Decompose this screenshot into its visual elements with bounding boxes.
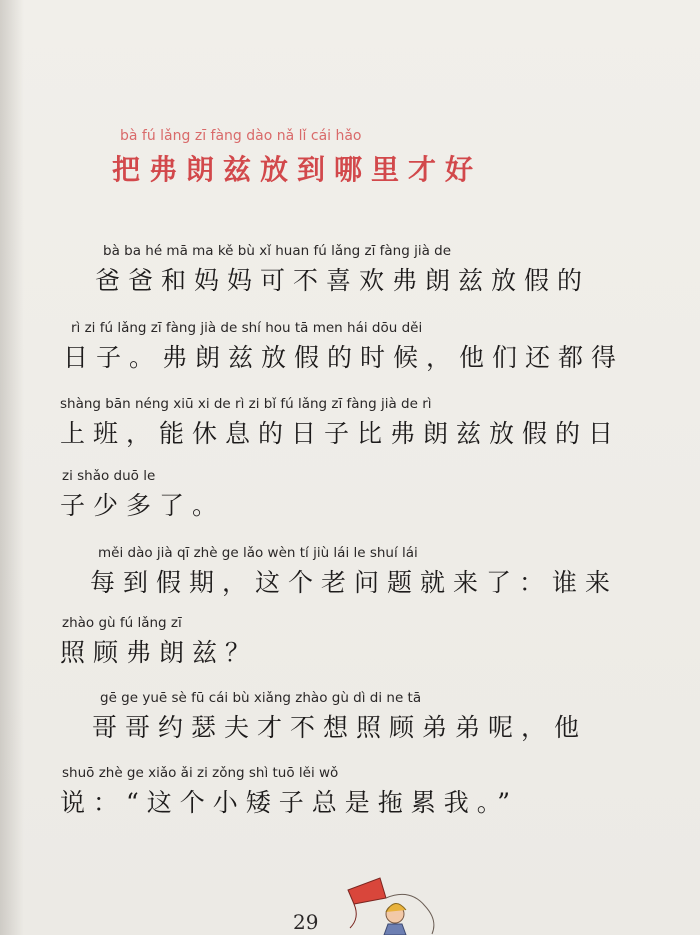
line-pinyin: gē ge yuē sè fū cái bù xiǎng zhào gù dì di ne tā [100,690,422,706]
text-line [90,545,619,597]
line-text: 爸爸和妈妈可不喜欢弗朗兹放假的 [95,266,591,295]
line-text: 子少多了。 [60,491,226,520]
line-text: 照顾弗朗兹？ [60,638,259,667]
title-pinyin: bà fú lǎng zī fàng dào nǎ lǐ cái hǎo [120,128,362,144]
line-pinyin: zi shǎo duō le [62,468,156,484]
text-line [95,243,605,293]
text-line [92,690,607,740]
line-pinyin: měi dào jià qī zhè ge lǎo wèn tí jiù lái le shuí lái [98,545,418,561]
page-edge-shadow [0,0,24,935]
line-pinyin: shuō zhè ge xiǎo ǎi zi zǒng shì tuō lěi wǒ [62,765,339,781]
line-text: 日子。弗朗兹放假的时候，他们还都得 [63,343,625,372]
line-pinyin: bà ba hé mā ma kě bù xǐ huan fú lǎng zī fàng jià de [103,243,452,259]
line-text: 每到假期，这个老问题就来了：谁来 [90,568,619,597]
page-number: 29 [293,910,319,934]
title-text: 把弗朗兹放到哪里才好 [112,153,483,186]
text-line [60,765,519,817]
line-text: 哥哥约瑟夫才不想照顾弟弟呢，他 [92,713,588,742]
title-line [112,128,532,186]
text-line [63,320,625,372]
text-line [60,615,260,665]
text-line [60,396,622,448]
line-text: 说：“这个小矮子总是拖累我。” [60,788,519,817]
line-pinyin: zhào gù fú lǎng zī [62,615,182,631]
kite-illustration [340,868,450,935]
line-text: 上班，能休息的日子比弗朗兹放假的日 [60,419,622,448]
text-line [60,468,260,518]
line-pinyin: shàng bān néng xiū xi de rì zi bǐ fú lǎng zī fàng jià de rì [60,396,432,412]
line-pinyin: rì zi fú lǎng zī fàng jià de shí hou tā men hái dōu děi [71,320,423,336]
